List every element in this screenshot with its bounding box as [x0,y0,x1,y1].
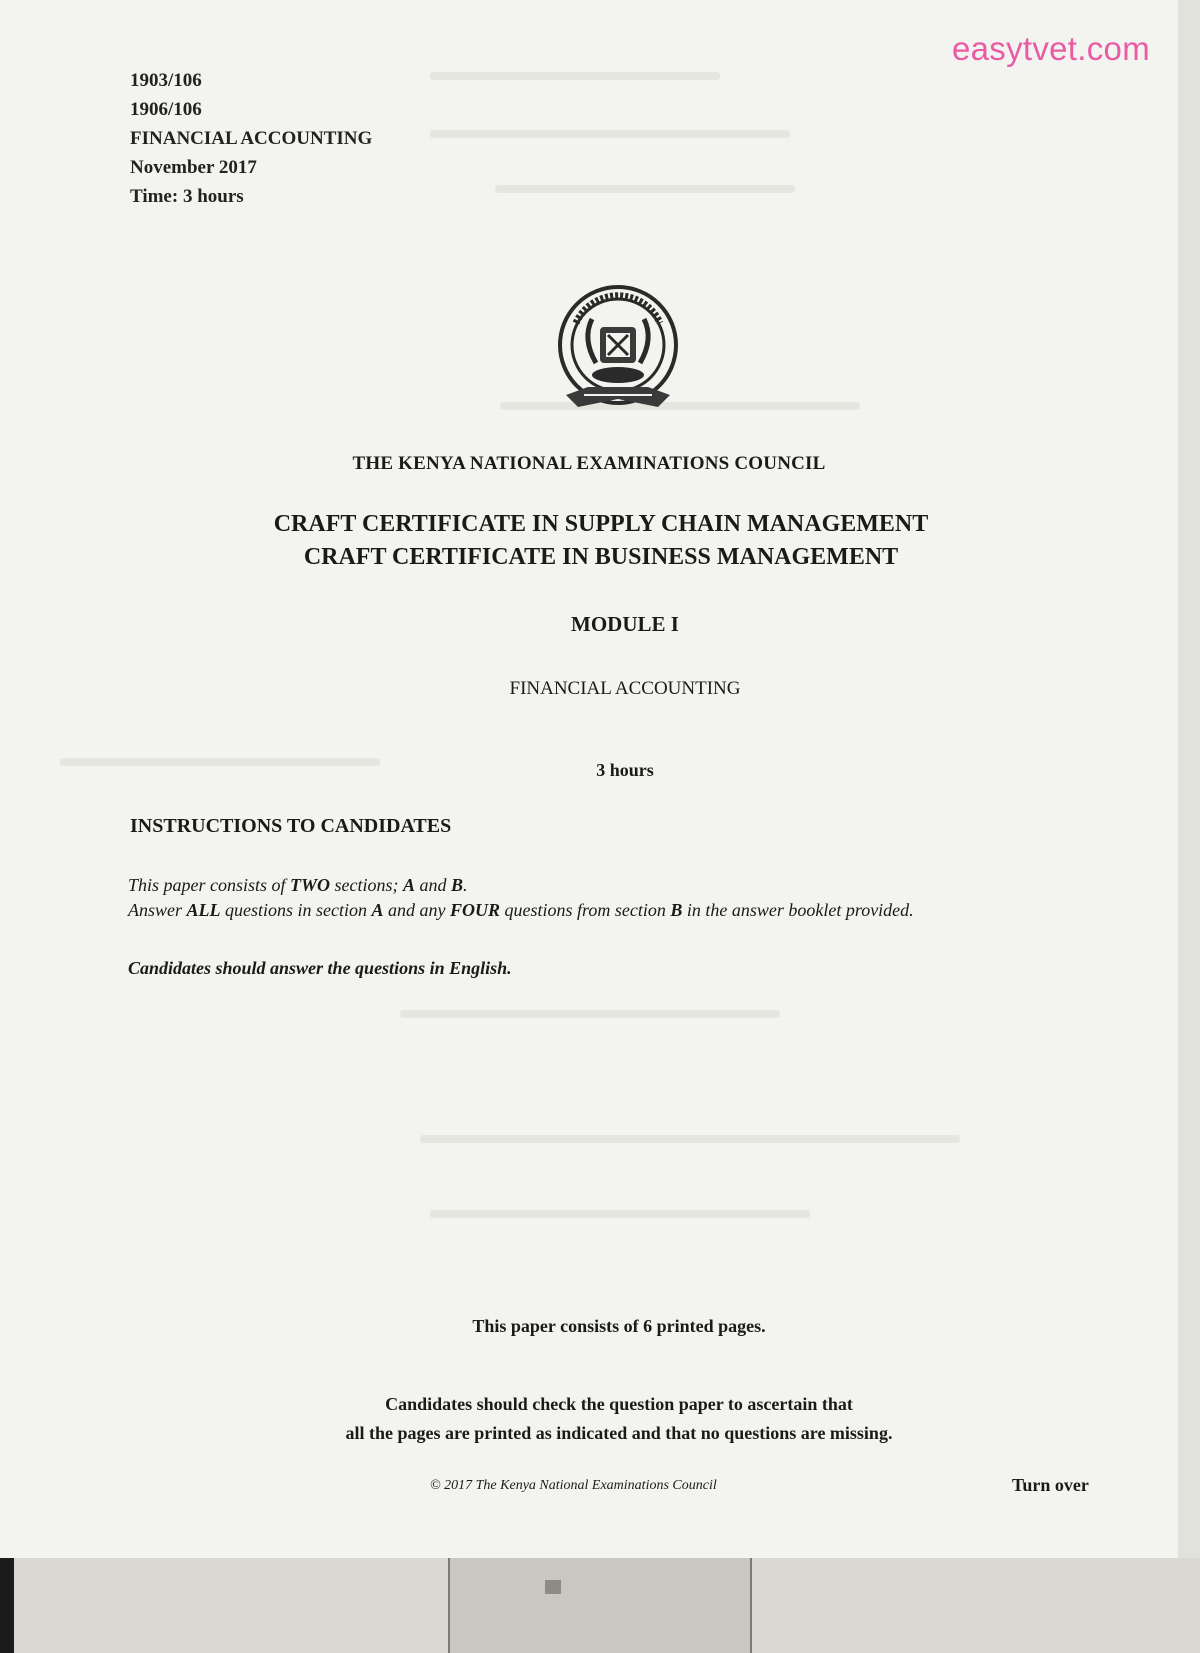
instruction-language: Candidates should answer the questions in English. [128,958,512,978]
bleed-through [420,1135,960,1143]
course-title-2: CRAFT CERTIFICATE IN BUSINESS MANAGEMENT [303,544,899,570]
bleed-through [430,130,790,138]
paper-subject: FINANCIAL ACCOUNTING [130,128,373,149]
turn-over-label: Turn over [1012,1475,1089,1495]
scan-mark-icon [545,1580,561,1594]
check-note-line-1: Candidates should check the question paper to ascertain that [385,1394,853,1414]
underlying-page-tab [448,1558,752,1653]
bleed-through [400,1010,780,1018]
subject-title: FINANCIAL ACCOUNTING [509,678,741,699]
council-name: THE KENYA NATIONAL EXAMINATIONS COUNCIL [352,453,826,474]
scan-edge [1178,0,1200,1558]
instruction-sections: This paper consists of TWO sections; A and B. [128,875,468,895]
paper-header [130,66,372,211]
scan-shadow [0,1558,14,1653]
watermark: easytvet.com [951,30,1150,67]
instruction-answer: Answer ALL questions in section A and any FOUR questions from section B in the answer booklet provided. [128,900,914,920]
bleed-through [495,185,795,193]
bleed-through [430,72,720,80]
paper-code-1: 1903/106 [130,70,202,91]
exam-duration: 3 hours [596,760,654,780]
module-title: MODULE I [571,612,679,636]
instructions-heading: INSTRUCTIONS TO CANDIDATES [130,815,452,837]
page-count-note: This paper consists of 6 printed pages. [472,1316,766,1336]
scan-background [0,1558,1200,1653]
kenya-coat-of-arms-seal-icon [548,283,688,423]
course-title-1: CRAFT CERTIFICATE IN SUPPLY CHAIN MANAGEMENT [273,511,929,537]
paper-code-2: 1906/106 [130,99,202,120]
bleed-through [430,1210,810,1218]
copyright-notice: © 2017 The Kenya National Examinations Council [430,1478,717,1493]
paper-time: Time: 3 hours [130,186,244,207]
paper-date: November 2017 [130,157,257,178]
check-note-line-2: all the pages are printed as indicated and that no questions are missing. [345,1423,893,1443]
